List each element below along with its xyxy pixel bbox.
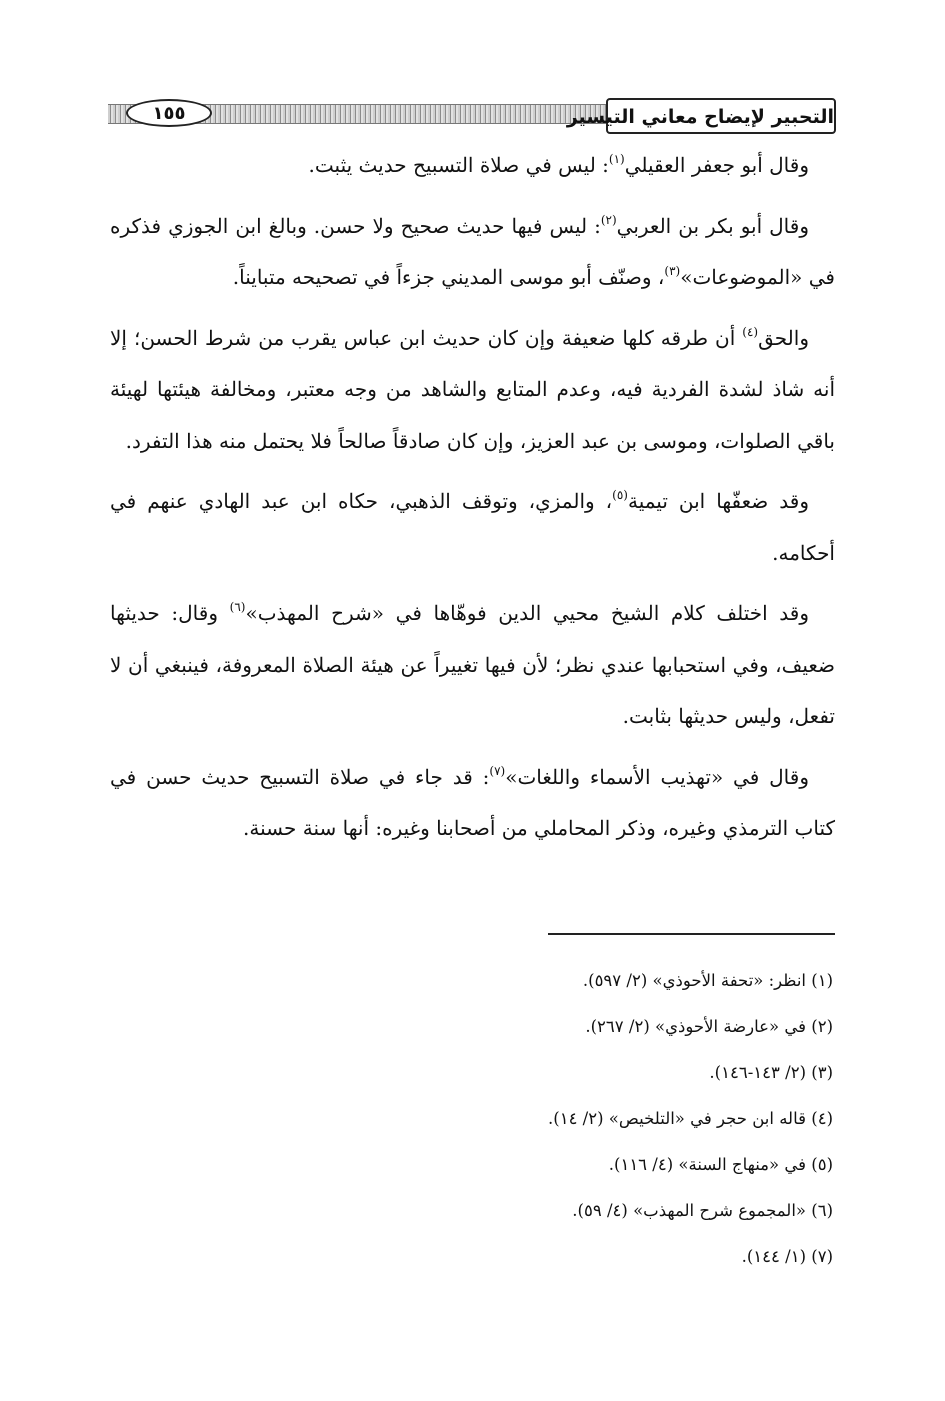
footnote-marker: (٣) (664, 264, 681, 278)
footnote-marker: (٤) (742, 324, 759, 339)
footnote-marker: (٧) (489, 763, 506, 778)
footnote-marker: (٥) (612, 488, 628, 502)
footnote: (١) انظر: «تحفة الأحوذي» (٢/ ٥٩٧). (582, 971, 833, 990)
main-text (110, 140, 835, 855)
footnote-marker: (٢) (600, 212, 617, 227)
footnote: (٧) (١/ ١٤٤). (741, 1247, 833, 1266)
text-run: وقد اختلف كلام الشيخ محيي الدين فوهّاها في «شرح المهذب» (245, 601, 810, 625)
text-run: أن طرقه كلها ضعيفة وإن كان حديث ابن عباس يقرب من شرط الحسن؛ إلا أنه شاذ لشدة الفردية فيه، وعدم المتابع والشاهد من وجه معتبر، ومخالفة هيئتها لهيئة باقي الصلوات، وموسى بن عبد العزيز، وإن كان صادقاً صالحاً فلا يحتمل منه هذا التفرد. (110, 325, 835, 453)
text-run: والحق (758, 325, 809, 350)
text-run: وقال أبو بكر بن العربي (616, 213, 809, 238)
book-title: التحبير لإيضاح معاني التيسير (606, 98, 836, 134)
footnote-separator (548, 933, 835, 935)
footnote: (٥) في «منهاج السنة» (٤/ ١١٦). (608, 1155, 833, 1174)
text-run: : ليس فيها حديث صحيح ولا حسن. وبالغ ابن الجوزي فذكره في «الموضوعات» (110, 213, 835, 289)
text-run: وقال أبو جعفر العقيلي (624, 153, 809, 177)
paragraph (110, 140, 835, 192)
footnote: (٦) «المجموع شرح المهذب» (٤/ ٥٩). (572, 1201, 833, 1220)
footnote-marker: (٦) (229, 600, 246, 614)
text-run: وقد ضعفّها ابن تيمية (627, 489, 809, 513)
text-run: : قد جاء في صلاة التسبيح حديث حسن في كتاب الترمذي وغيره، وذكر المحاملي من أصحابنا وغيره: أنها سنة حسنة. (110, 764, 835, 840)
footnote: (٢) في «عارضة الأحوذي» (٢/ ٢٦٧). (585, 1017, 833, 1036)
paragraph (110, 313, 835, 468)
footnote-marker: (١) (608, 152, 625, 166)
paragraph (110, 476, 835, 579)
text-run: وقال: حديثها ضعيف، وفي استحبابها عندي نظر؛ لأن فيها تغييراً عن هيئة الصلاة المعروفة، فينبغي أن لا تفعل، وليس حديثها بثابت. (110, 601, 835, 728)
footnotes (413, 958, 833, 1280)
page-number: ١٥٥ (126, 99, 212, 127)
paragraph (110, 752, 835, 855)
footnote: (٣) (٢/ ١٤٣-١٤٦). (709, 1063, 833, 1082)
footnote: (٤) قاله ابن حجر في «التلخيص» (٢/ ١٤). (548, 1109, 833, 1128)
text-run: ، والمزي، وتوقف الذهبي، حكاه ابن عبد الهادي عنهم في أحكامه. (110, 489, 835, 565)
text-run: : ليس في صلاة التسبيح حديث يثبت. (308, 153, 609, 177)
text-run: ، وصنّف أبو موسى المديني جزءاً في تصحيحه متبايناً. (232, 265, 665, 289)
text-run: وقال في «تهذيب الأسماء واللغات» (505, 764, 809, 789)
paragraph (110, 588, 835, 743)
running-header (108, 98, 836, 138)
paragraph (110, 201, 835, 304)
